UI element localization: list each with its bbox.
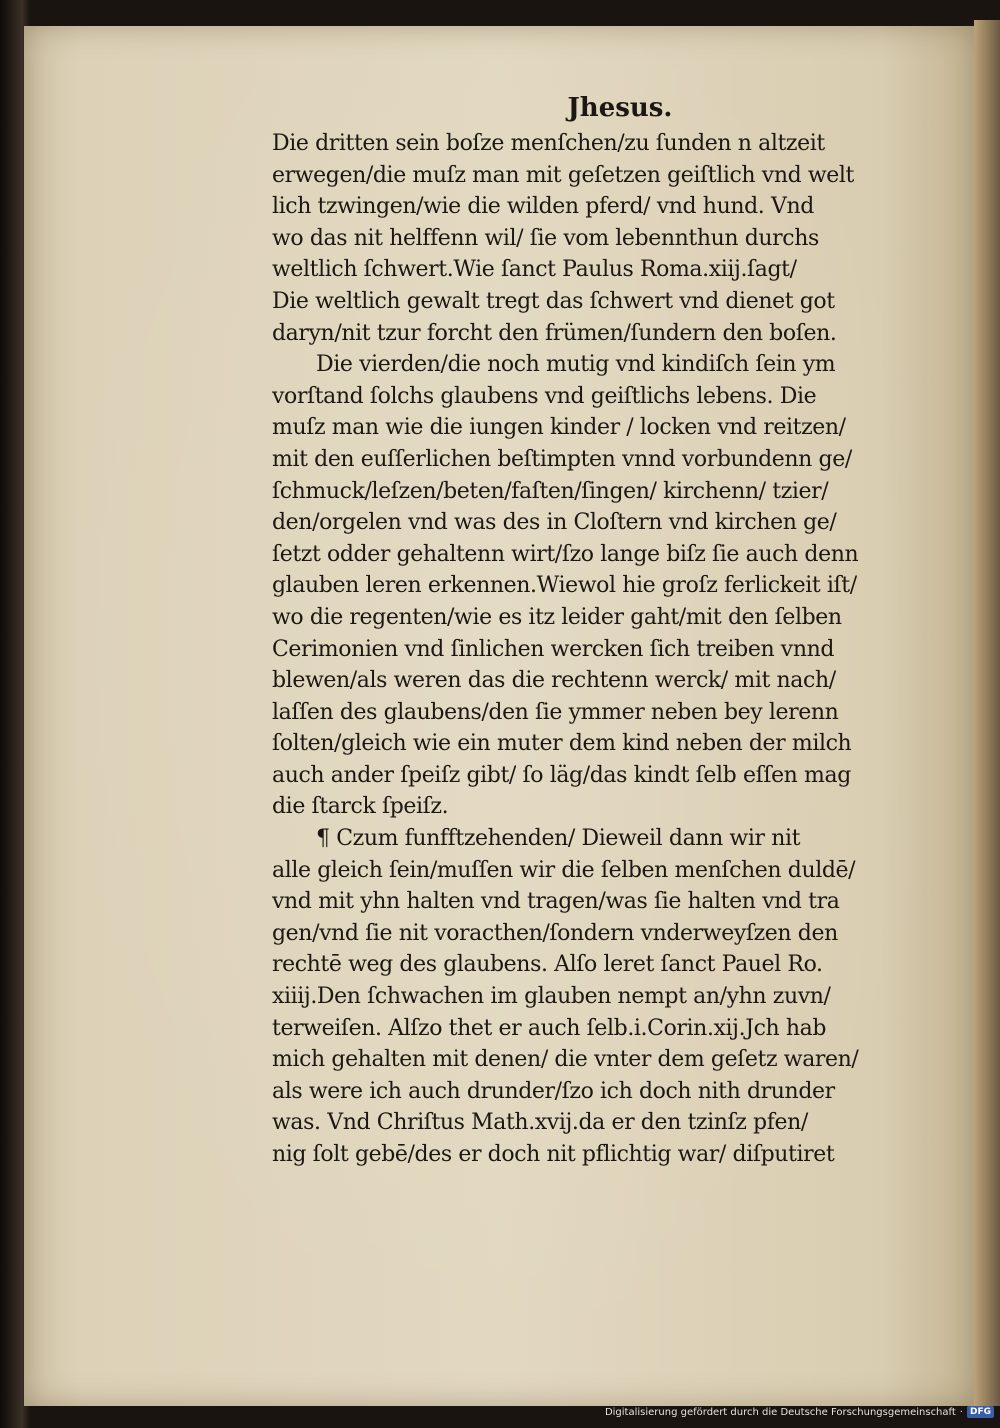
text-line: mit den euſſerlichen beſtimpten vnnd vorbundenn ge/ — [272, 446, 852, 472]
text-line: ſetzt odder gehaltenn wirt/ſzo lange biſz ſie auch denn — [272, 541, 859, 567]
text-line: nig ſolt gebē/des er doch nit pflichtig war/ diſputiret — [272, 1142, 835, 1167]
book-page — [24, 26, 976, 1406]
text-line: den/orgelen vnd was des in Cloſtern vnd kirchen ge/ — [272, 510, 837, 536]
text-line: alle gleich ſein/muſſen wir die ſelben menſchen duldē/ — [272, 857, 856, 883]
text-line: daryn/nit tzur forcht den frümen/ſundern den boſen. — [272, 320, 837, 346]
text-line: Die dritten sein boſze menſchen/zu ſunden n altzeit — [272, 131, 825, 156]
footer-text: Digitalisierung gefördert durch die Deutsche Forschungsgemeinschaft — [604, 1406, 956, 1418]
text-block — [272, 88, 944, 1171]
text-line: als were ich auch drunder/ſzo ich doch nith drunder — [272, 1078, 835, 1104]
page-edge — [974, 20, 1000, 1406]
text-line: laſſen des glaubens/den ſie ymmer neben bey lerenn — [272, 699, 839, 725]
text-line: rechtē weg des glaubens. Alſo leret ſanct Pauel Ro. — [272, 952, 823, 978]
text-line: lich tzwingen/wie die wilden pferd/ vnd hund. Vnd — [272, 194, 814, 220]
text-line: Die vierden/die noch mutig vnd kindiſch ſein ym — [316, 352, 836, 378]
text-line: ſolten/gleich wie ein muter dem kind neben der milch — [272, 731, 852, 757]
footer-separator: · — [959, 1406, 963, 1418]
text-line: auch ander ſpeiſz gibt/ ſo läg/das kindt ſelb eſſen mag — [272, 762, 851, 788]
footer — [605, 1402, 994, 1422]
text-line: vnd mit yhn halten vnd tragen/was ſie halten vnd tra — [272, 889, 840, 915]
text-line: Die weltlich gewalt tregt das ſchwert vnd dienet got — [272, 288, 835, 314]
text-line: mich gehalten mit denen/ die vnter dem geſetz waren/ — [272, 1047, 859, 1073]
text-line: ſchmuck/leſzen/beten/faſten/ſingen/ kirchenn/ tzier/ — [272, 478, 829, 504]
text-line: die ſtarck ſpeiſz. — [272, 794, 449, 820]
text-line: wo die regenten/wie es itz leider gaht/mit den ſelben — [272, 604, 842, 630]
text-line: Cerimonien vnd ſinlichen wercken ſich treiben vnnd — [272, 636, 835, 662]
text-line: was. Vnd Chriſtus Math.xvij.da er den tzinſz pfen/ — [272, 1110, 808, 1136]
text-line: glauben leren erkennen.Wiewol hie groſz ferlickeit iſt/ — [272, 573, 857, 599]
text-line: vorſtand ſolchs glaubens vnd geiſtlichs lebens. Die — [272, 383, 817, 409]
text-line: erwegen/die muſz man mit geſetzen geiſtlich vnd welt — [272, 162, 854, 188]
text-line: blewen/als weren das die rechtenn werck/ mit nach/ — [272, 668, 836, 694]
text-line: gen/vnd ſie nit voracthen/ſondern vnderweyſzen den — [272, 920, 838, 946]
text-line: wo das nit helffenn wil/ ſie vom lebennthun durchs — [272, 225, 819, 251]
text-line: weltlich ſchwert.Wie ſanct Paulus Roma.xiij.ſagt/ — [272, 257, 797, 283]
text-lines — [272, 128, 944, 1171]
dfg-logo: DFG — [967, 1406, 994, 1418]
text-line: muſz man wie die iungen kinder / locken vnd reitzen/ — [272, 415, 846, 441]
text-line: ¶ Czum funfftzehenden/ Dieweil dann wir nit — [316, 826, 801, 852]
text-line: terweiſen. Alſzo thet er auch ſelb.i.Corin.xij.Jch hab — [272, 1015, 827, 1041]
running-head: Jhesus. — [567, 93, 673, 123]
text-line: xiiij.Den ſchwachen im glauben nempt an/yhn zuvn/ — [272, 984, 831, 1010]
